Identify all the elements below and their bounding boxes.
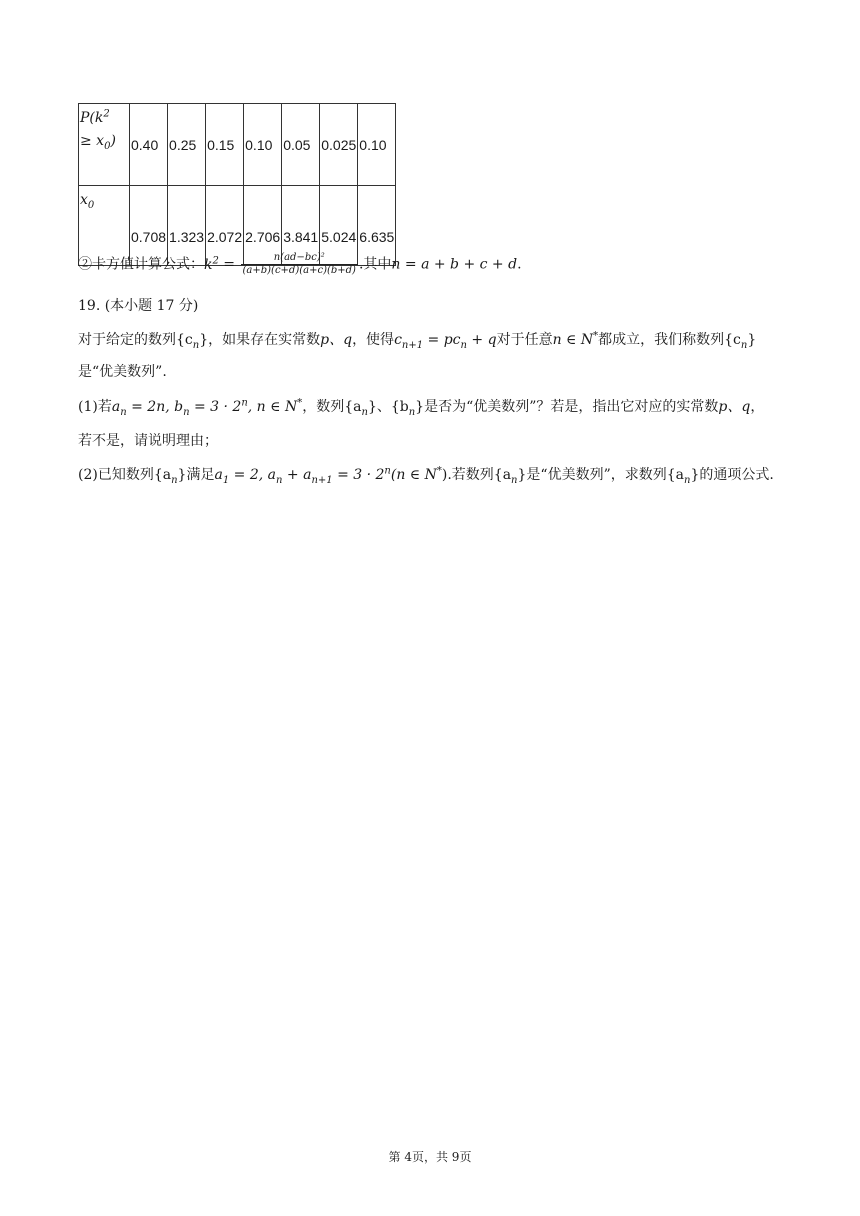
question-intro-line2: 是“优美数列”. [78, 364, 167, 380]
header-text: ) [110, 133, 116, 149]
math: a [111, 399, 121, 415]
sub: n [511, 474, 518, 486]
text: } [747, 332, 757, 348]
sub: n+1 [311, 474, 333, 486]
header-text: ≥ x [80, 133, 105, 149]
critical-value-table [78, 103, 396, 266]
formula-tail-end: . [517, 256, 522, 273]
header-sup: 2 [103, 108, 110, 120]
sup: n [384, 465, 391, 477]
text: (1)若 [78, 399, 112, 415]
table-cell: 0.15 [206, 104, 244, 186]
table-cell: 3.841 [282, 186, 320, 266]
math-part1 [111, 397, 303, 418]
math: = 3 · 2 [189, 399, 242, 415]
sub: n [740, 339, 748, 351]
text: }是“优美数列”，求数列{a [517, 467, 684, 483]
text: (2)已知数列{a [78, 467, 172, 483]
table-cell: 0.10 [358, 104, 396, 186]
sup-star: * [593, 330, 599, 342]
sup-star: * [436, 465, 442, 477]
sub: n [460, 339, 467, 351]
sub: n [120, 406, 127, 418]
text: 对于任意 [496, 332, 553, 348]
table-cell: 2.072 [206, 186, 244, 266]
chi-square-formula [78, 252, 522, 277]
math: + q [466, 332, 497, 348]
table-cell: 0.10 [244, 104, 282, 186]
text: }的通项公式. [690, 467, 774, 483]
sub: n [408, 406, 416, 418]
question-part2 [78, 465, 774, 485]
sub: n [192, 339, 200, 351]
math: , n ∈ N [247, 399, 298, 415]
sub: n+1 [401, 339, 424, 351]
math-recurrence [394, 332, 497, 351]
sub: n [276, 474, 283, 486]
text: }，如果存在实常数 [199, 332, 321, 348]
question-part1-line2: 若不是，请说明理由； [78, 433, 218, 449]
table-cell: 0.40 [130, 104, 168, 186]
sub: n [171, 474, 178, 486]
formula-label: ②卡方值计算公式： [78, 256, 204, 273]
table-cell: 0.25 [168, 104, 206, 186]
sup: n [241, 397, 248, 409]
sub: n [361, 406, 368, 418]
formula-equals: = [218, 256, 240, 273]
text: 对于给定的数列{c [78, 332, 193, 348]
math: = pc [423, 332, 461, 348]
math: = 2, a [229, 467, 276, 483]
header-text: x [80, 192, 88, 208]
text: }满足 [177, 467, 215, 483]
question-number: 19. (本小题 17 分) [78, 298, 199, 314]
sub: n [183, 406, 190, 418]
table-cell: 6.635 [358, 186, 396, 266]
formula-lhs-k: k [204, 256, 213, 273]
header-sub: 0 [104, 140, 111, 152]
table-cell: 5.024 [320, 186, 358, 266]
question-part1-line1 [78, 397, 764, 417]
formula-lhs [204, 254, 219, 273]
text: }、{b [367, 399, 409, 415]
table-cell: 2.706 [244, 186, 282, 266]
formula-numerator: n(ad−bc)² [241, 252, 358, 265]
page-footer: 第 4页，共 9页 [388, 1150, 472, 1164]
question-intro-line1 [78, 330, 756, 350]
math: p、q [320, 332, 353, 348]
header-text: P(k [80, 110, 104, 126]
table-cell: 1.323 [168, 186, 206, 266]
formula-denominator: (a+b)(c+d)(a+c)(b+d) [242, 265, 356, 276]
formula-tail-math: n = a + b + c + d [391, 256, 518, 273]
formula-lhs-sup: 2 [212, 254, 219, 266]
math: n ∈ N [552, 332, 594, 348]
text: }是否为“优美数列”？若是，指出它对应的实常数 [415, 399, 719, 415]
text: ，数列{a [302, 399, 362, 415]
text: 都成立，我们称数列{c [598, 332, 741, 348]
text: ，使得 [352, 332, 395, 348]
table-row [79, 104, 396, 186]
table-cell: 0.708 [130, 186, 168, 266]
math: c [394, 332, 402, 348]
sub: n [683, 474, 691, 486]
sub: 1 [222, 474, 230, 486]
text: ， [750, 399, 765, 415]
header-sub: 0 [87, 199, 95, 211]
math: = 3 · 2 [332, 467, 385, 483]
math: + a [282, 467, 312, 483]
math: (n ∈ N [390, 467, 437, 483]
formula-tail-text: .其中 [358, 256, 392, 273]
sup-star: * [297, 397, 303, 409]
table-cell: 0.05 [282, 104, 320, 186]
text: ).若数列{a [441, 467, 512, 483]
math-part2 [214, 465, 442, 486]
table-header-probability [79, 104, 130, 186]
math: a [214, 467, 223, 483]
math: p、q [718, 399, 751, 415]
math: = 2n, b [126, 399, 184, 415]
table-cell: 0.025 [320, 104, 358, 186]
formula-fraction [241, 252, 358, 277]
